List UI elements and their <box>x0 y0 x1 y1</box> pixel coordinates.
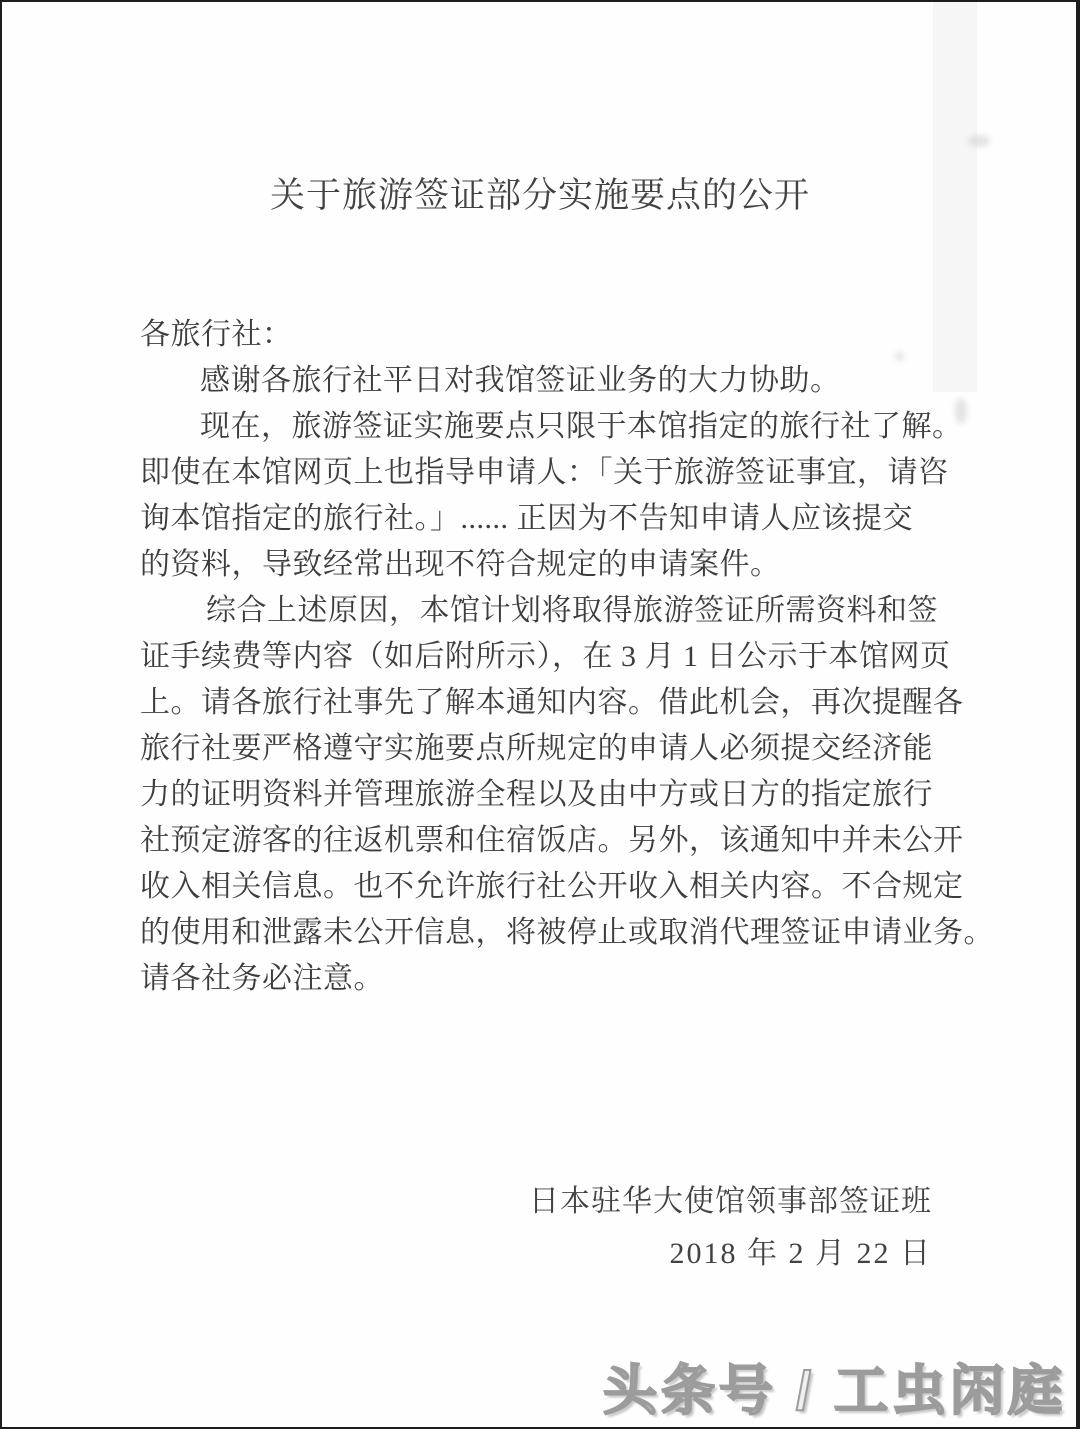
signature-date: 2018 年 2 月 22 日 <box>669 1237 932 1270</box>
body-line: 旅行社要严格遵守实施要点所规定的申请人必须提交经济能 <box>140 732 933 765</box>
scan-border-top <box>0 0 1080 2</box>
document-title: 关于旅游签证部分实施要点的公开 <box>269 176 810 215</box>
body-line: 询本馆指定的旅行社。」...... 正因为不告知申请人应该提交 <box>140 502 913 535</box>
body-line: 即使在本馆网页上也指导申请人：「关于旅游签证事宜，请咨 <box>140 456 949 489</box>
body-line: 收入相关信息。也不允许旅行社公开收入相关内容。不合规定 <box>140 870 964 903</box>
body-line: 综合上述原因，本馆计划将取得旅游签证所需资料和签 <box>206 594 938 627</box>
body-line: 力的证明资料并管理旅游全程以及由中方或日方的指定旅行 <box>140 778 933 811</box>
body-line: 请各社务必注意。 <box>140 962 384 995</box>
document-body <box>140 312 994 1002</box>
body-line: 的资料，导致经常出现不符合规定的申请案件。 <box>140 548 781 581</box>
salutation: 各旅行社： <box>140 318 293 351</box>
toutiao-watermark: 头条号 / 工虫闲庭 <box>602 1361 1066 1421</box>
body-line: 社预定游客的往返机票和住宿饭店。另外，该通知中并未公开 <box>140 824 964 857</box>
body-line: 的使用和泄露未公开信息，将被停止或取消代理签证申请业务。 <box>140 916 994 949</box>
signature-org: 日本驻华大使馆领事部签证班 <box>529 1185 932 1218</box>
body-line: 上。请各旅行社事先了解本通知内容。借此机会，再次提醒各 <box>140 686 964 719</box>
signature-block <box>529 1176 932 1280</box>
body-line: 证手续费等内容（如后附所示），在 3 月 1 日公示于本馆网页 <box>140 640 951 673</box>
body-line: 感谢各旅行社平日对我馆签证业务的大力协助。 <box>200 364 841 397</box>
body-line: 现在，旅游签证实施要点只限于本馆指定的旅行社了解。 <box>200 410 963 443</box>
scan-smudge <box>968 135 990 147</box>
